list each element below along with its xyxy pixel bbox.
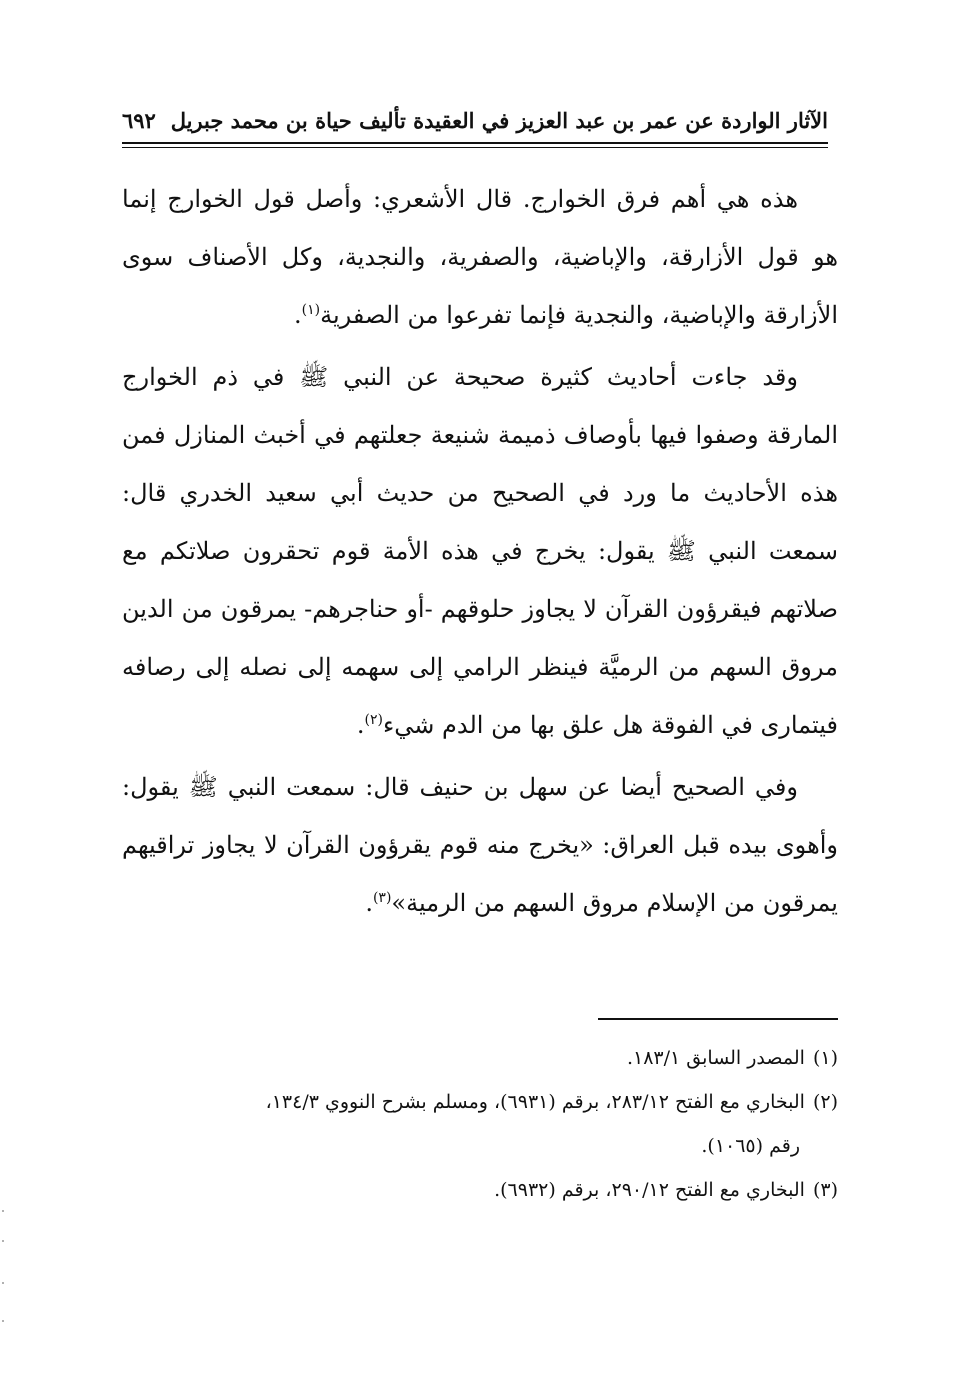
footnote-ref-3: (٣)	[372, 890, 392, 906]
footnote-ref-1: (١)	[301, 302, 321, 318]
footnote-continuation: رقم (١٠٦٥).	[701, 1135, 800, 1157]
running-header	[122, 100, 828, 140]
footnote-text: البخاري مع الفتح ٢٩٠/١٢، برقم (٦٩٣٢).	[494, 1179, 805, 1201]
footnote-separator	[598, 1018, 838, 1020]
main-text	[122, 170, 838, 932]
footnote-number: (٣)	[812, 1179, 838, 1201]
header-title: الآثار الواردة عن عمر بن عبد العزيز في العقيدة تأليف حياة بن محمد جبريل	[170, 107, 828, 133]
footnotes	[122, 1036, 838, 1212]
page-number: ٦٩٢	[122, 107, 156, 133]
paragraph-1: هذه هي أهم فرق الخوارج. قال الأشعري: وأصل قول الخوارج إنما هو قول الأزارقة، والإباضية، والصفرية، والنجدية، وكل الأصناف سوى الأزارقة والإباضية، والنجدية فإنما تفرعوا من الصفرية$^{(١)}$.	[122, 185, 838, 329]
footnote-text: المصدر السابق ١٨٣/١.	[626, 1047, 805, 1069]
footnote-3	[122, 1168, 838, 1212]
footnote-1	[122, 1036, 838, 1080]
header-rule-thin	[122, 147, 828, 148]
header-rule	[122, 142, 828, 144]
scan-margin-specks	[2, 1210, 8, 1330]
footnote-text: البخاري مع الفتح ٢٨٣/١٢، برقم (٦٩٣١)، ومسلم بشرح النووي ١٣٤/٣،	[265, 1091, 805, 1113]
footnote-number: (٢)	[812, 1091, 838, 1113]
paragraph-2: وقد جاءت أحاديث كثيرة صحيحة عن النبي ﷺ في ذم الخوارج المارقة وصفوا فيها بأوصاف ذميمة شنيعة جعلتهم في أخبث المنازل فمن هذه الأحاديث ما ورد في الصحيح من حديث أبي سعيد الخدري قال: سمعت النبي ﷺ يقول: يخرج في هذه الأمة قوم تحقرون صلاتكم مع صلاتهم فيقرؤون القرآن لا يجاوز حلوقهم -أو حناجرهم- يمرقون من الدين مروق السهم من الرميَّة فينظر الرامي إلى سهمه إلى نصله إلى رصافه فيتمارى في الفوقة هل علق بها من الدم شيء$^{(٢)}$.	[122, 363, 838, 739]
paragraph-3: وفي الصحيح أيضا عن سهل بن حنيف قال: سمعت النبي ﷺ يقول: وأهوى بيده قبل العراق: «يخرج منه قوم يقرؤون القرآن لا يجاوز تراقيهم يمرقون من الإسلام مروق السهم من الرمية»$^{(٣)}$.	[122, 773, 838, 917]
footnote-ref-2: (٢)	[364, 712, 383, 728]
footnote-number: (١)	[812, 1047, 838, 1069]
footnote-2	[122, 1080, 838, 1168]
